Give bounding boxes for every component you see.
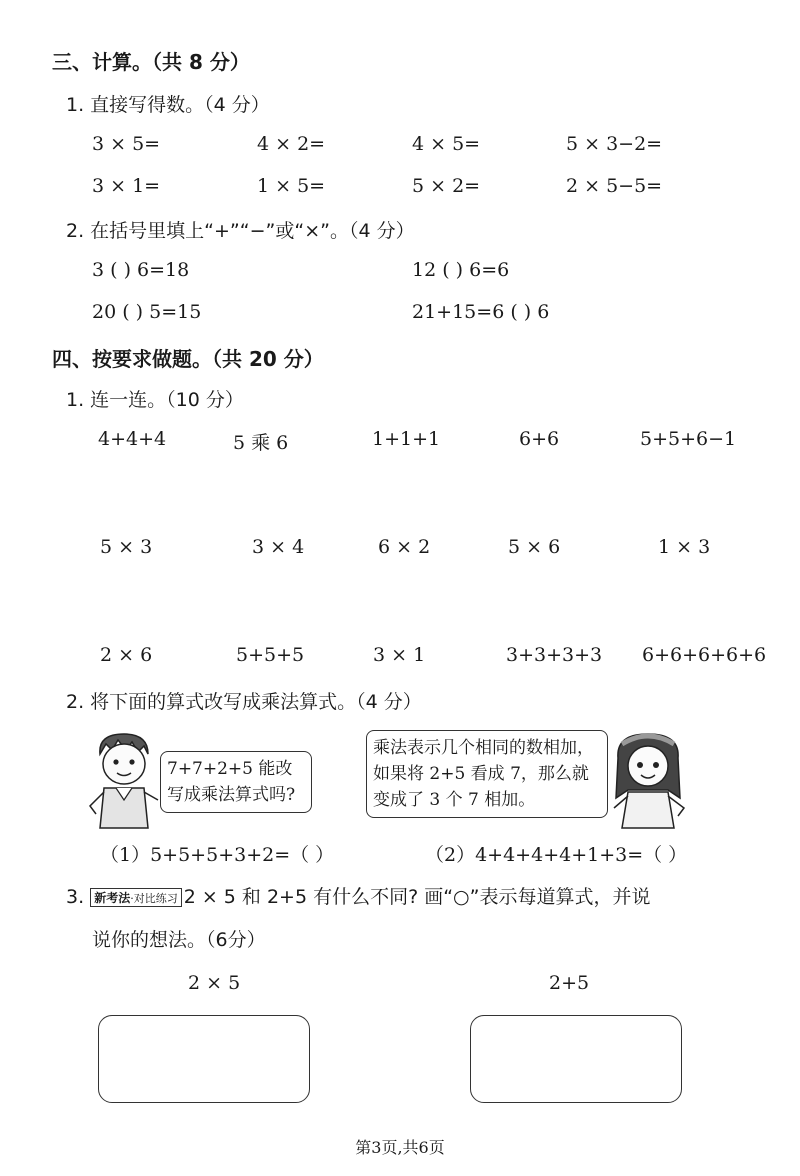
compare-label-right: 2+5 bbox=[549, 972, 590, 994]
question-title: 2. 将下面的算式改写成乘法算式。（4 分） bbox=[66, 691, 422, 713]
new-method-tag bbox=[90, 888, 182, 907]
page-footer: 第3页,共6页 bbox=[355, 1138, 445, 1157]
match-item-top[interactable]: 4+4+4 bbox=[98, 428, 167, 450]
compare-label-left: 2 × 5 bbox=[188, 972, 241, 994]
rewrite-item-1[interactable]: （1）5+5+5+3+2=（ ） bbox=[100, 844, 335, 866]
math-expression: 5 × 3−2= bbox=[566, 133, 663, 155]
tag-main: 新考法 bbox=[94, 891, 131, 905]
fill-blank-item[interactable]: 12 ( ) 6=6 bbox=[412, 259, 510, 281]
tag-sub: ·对比练习 bbox=[130, 892, 178, 905]
section4-title: 四、按要求做题。（共 20 分） bbox=[52, 347, 324, 371]
girl-illustration bbox=[602, 728, 694, 832]
match-item-top[interactable]: 6+6 bbox=[519, 428, 560, 450]
match-item-bottom[interactable]: 5+5+5 bbox=[236, 644, 305, 666]
question-title: 2. 在括号里填上“+”“−”或“×”。（4 分） bbox=[66, 220, 415, 242]
section3-title: 三、计算。（共 8 分） bbox=[52, 50, 250, 74]
match-item-middle[interactable]: 6 × 2 bbox=[378, 536, 431, 558]
question-title bbox=[66, 882, 650, 909]
match-item-bottom[interactable]: 6+6+6+6+6 bbox=[642, 644, 767, 666]
match-item-middle[interactable]: 3 × 4 bbox=[252, 536, 305, 558]
match-item-middle[interactable]: 5 × 3 bbox=[100, 536, 153, 558]
math-expression: 1 × 5= bbox=[257, 175, 326, 197]
math-expression: 3 × 1= bbox=[92, 175, 161, 197]
fill-blank-item[interactable]: 21+15=6 ( ) 6 bbox=[412, 301, 550, 323]
speech-bubble-girl: 乘法表示几个相同的数相加，如果将 2+5 看成 7，那么就变成了 3 个 7 相加。 bbox=[366, 730, 608, 818]
math-expression: 2 × 5−5= bbox=[566, 175, 663, 197]
speech-bubble-boy: 7+7+2+5 能改写成乘法算式吗? bbox=[160, 751, 312, 813]
question-number: 3. bbox=[66, 886, 85, 908]
question-title: 1. 直接写得数。（4 分） bbox=[66, 94, 270, 116]
rewrite-item-2[interactable]: （2）4+4+4+4+1+3=（ ） bbox=[425, 844, 688, 866]
question-title-continued: 说你的想法。（6分） bbox=[92, 929, 266, 951]
match-item-bottom[interactable]: 3 × 1 bbox=[373, 644, 426, 666]
fill-blank-item[interactable]: 3 ( ) 6=18 bbox=[92, 259, 190, 281]
drawing-box-left[interactable] bbox=[98, 1015, 310, 1103]
question-title: 1. 连一连。（10 分） bbox=[66, 389, 244, 411]
match-item-top[interactable]: 5+5+6−1 bbox=[640, 428, 737, 450]
match-item-middle[interactable]: 1 × 3 bbox=[658, 536, 711, 558]
math-expression: 3 × 5= bbox=[92, 133, 161, 155]
match-item-bottom[interactable]: 3+3+3+3 bbox=[506, 644, 603, 666]
match-item-bottom[interactable]: 2 × 6 bbox=[100, 644, 153, 666]
match-item-top[interactable]: 1+1+1 bbox=[372, 428, 441, 450]
math-expression: 4 × 2= bbox=[257, 133, 326, 155]
question-text: 2 × 5 和 2+5 有什么不同? 画“○”表示每道算式，并说 bbox=[183, 886, 651, 908]
match-item-middle[interactable]: 5 × 6 bbox=[508, 536, 561, 558]
drawing-box-right[interactable] bbox=[470, 1015, 682, 1103]
fill-blank-item[interactable]: 20 ( ) 5=15 bbox=[92, 301, 202, 323]
math-expression: 5 × 2= bbox=[412, 175, 481, 197]
boy-illustration bbox=[86, 728, 164, 832]
math-expression: 4 × 5= bbox=[412, 133, 481, 155]
match-item-top[interactable]: 5 乘 6 bbox=[233, 432, 289, 454]
